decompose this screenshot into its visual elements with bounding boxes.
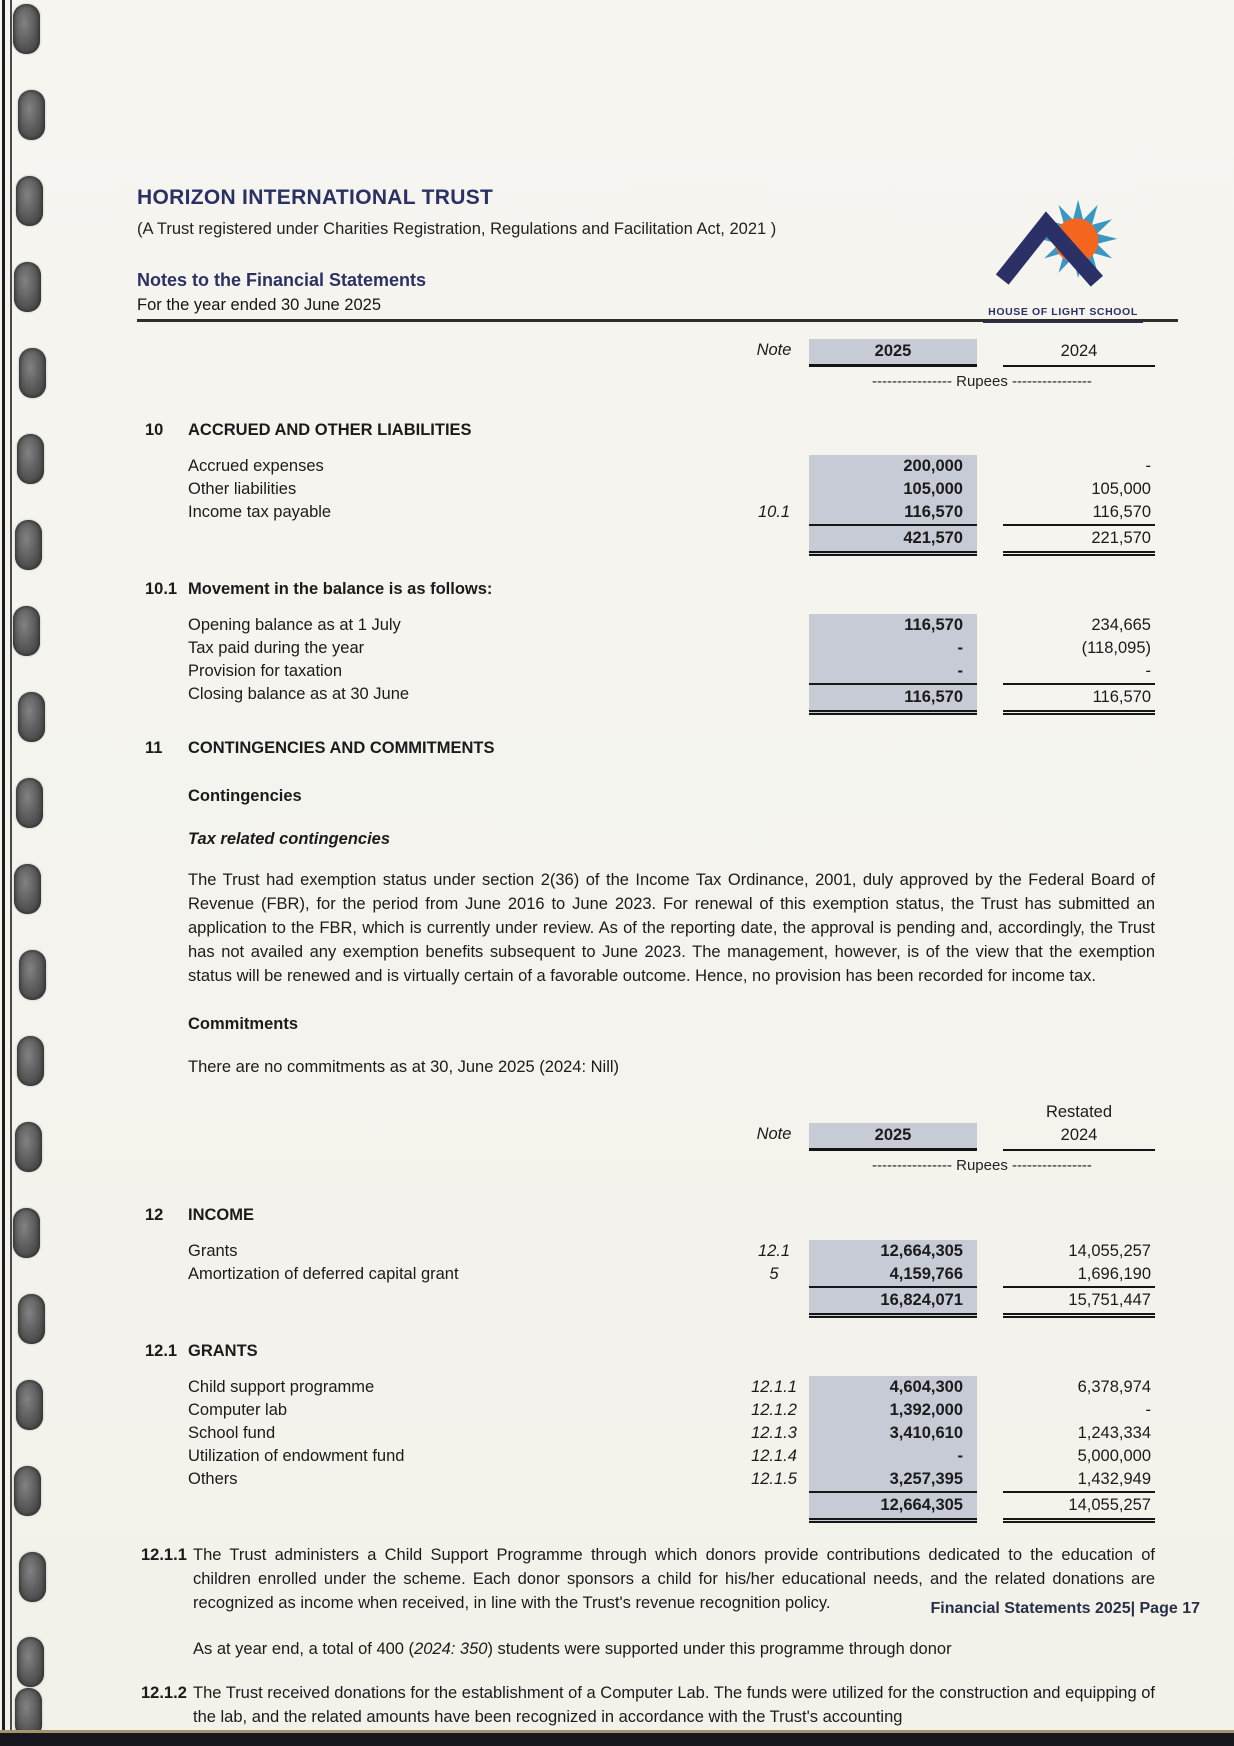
table-total-row bbox=[137, 1286, 1155, 1318]
amount-2024: 1,243,334 bbox=[1077, 1424, 1151, 1442]
binding-hole bbox=[16, 176, 43, 226]
note-ref: 12.1 bbox=[757, 1242, 791, 1260]
year-2024-header: 2024 bbox=[1003, 339, 1155, 367]
row-label: Amortization of deferred capital grant bbox=[188, 1265, 459, 1283]
note-paragraph: The Trust administers a Child Support Programme through which donors provide contributions dedicated to the education of children enrolled under the scheme. Each donor sponsors a child for his/her educational needs, and the related donations are recognized as income when received, in line with the Trust's revenue recognition policy. bbox=[193, 1546, 1155, 1612]
total-2024: 14,055,257 bbox=[1003, 1491, 1155, 1523]
section-title: INCOME bbox=[188, 1206, 254, 1224]
section-12-1-table bbox=[137, 1376, 1155, 1523]
table-row bbox=[137, 1263, 1155, 1286]
section-title: CONTINGENCIES AND COMMITMENTS bbox=[188, 739, 495, 757]
table-row bbox=[137, 478, 1155, 501]
note-ref bbox=[739, 455, 809, 478]
binding-hole bbox=[13, 1208, 40, 1258]
amount-2024: - bbox=[1145, 1401, 1151, 1419]
section-number: 10.1 bbox=[145, 580, 178, 598]
note-column-header: Note bbox=[756, 341, 792, 359]
section-10-1-heading bbox=[137, 578, 1155, 601]
binding-hole bbox=[15, 520, 42, 570]
amount-2025: 12,664,305 bbox=[809, 1240, 977, 1263]
binding-hole bbox=[18, 692, 45, 742]
binding-hole bbox=[14, 1466, 41, 1516]
contingencies-heading: Contingencies bbox=[188, 787, 302, 805]
table-row bbox=[137, 501, 1155, 524]
amount-2025: 116,570 bbox=[809, 614, 977, 637]
section-10-heading bbox=[137, 419, 1155, 442]
amount-2024: - bbox=[1145, 662, 1151, 680]
table-row bbox=[137, 1376, 1155, 1399]
binding-hole bbox=[14, 262, 41, 312]
binding-hole bbox=[16, 778, 43, 828]
section-12-table bbox=[137, 1240, 1155, 1318]
commitments-heading: Commitments bbox=[188, 1015, 299, 1033]
total-2025: 421,570 bbox=[809, 524, 977, 556]
total-2024: 116,570 bbox=[1003, 683, 1155, 715]
total-2025: 116,570 bbox=[809, 683, 977, 715]
followup-prior-year: 2024: 350 bbox=[414, 1640, 488, 1658]
section-title: Movement in the balance is as follows: bbox=[188, 580, 493, 598]
total-2024: 221,570 bbox=[1003, 524, 1155, 556]
binding-hole bbox=[19, 348, 46, 398]
section-title: ACCRUED AND OTHER LIABILITIES bbox=[188, 421, 472, 439]
year-2025-header: 2025 bbox=[809, 1123, 977, 1151]
amount-2024: 1,696,190 bbox=[1077, 1265, 1151, 1283]
table-row bbox=[137, 637, 1155, 660]
header-rule bbox=[137, 319, 1178, 322]
org-title: HORIZON INTERNATIONAL TRUST bbox=[137, 186, 494, 209]
binding-hole bbox=[17, 1637, 44, 1687]
table-row bbox=[137, 1422, 1155, 1445]
section-number: 11 bbox=[145, 739, 163, 757]
section-12-heading bbox=[137, 1204, 1155, 1227]
amount-2025: - bbox=[809, 660, 977, 683]
scan-bottom-edge bbox=[0, 1733, 1234, 1746]
logo-caption: HOUSE OF LIGHT SCHOOL bbox=[983, 306, 1143, 323]
row-label: Opening balance as at 1 July bbox=[188, 616, 401, 634]
note-ref: 12.1.2 bbox=[751, 1401, 797, 1419]
section-number: 12.1 bbox=[145, 1342, 178, 1360]
table-total-row bbox=[137, 524, 1155, 556]
amount-2024: 234,665 bbox=[1091, 616, 1151, 634]
binding-hole bbox=[17, 434, 44, 484]
row-label: Accrued expenses bbox=[188, 457, 324, 475]
org-subtitle: (A Trust registered under Charities Registration, Regulations and Facilitation Act, 2021 ) bbox=[137, 220, 777, 238]
note-paragraph: The Trust received donations for the establishment of a Computer Lab. The funds were utilized for the construction and equipping of the lab, and the related amounts have been recognized in accordance with the Trust's accounting bbox=[193, 1684, 1155, 1726]
section-11-heading bbox=[137, 737, 1155, 760]
section-number: 10 bbox=[145, 421, 164, 439]
year-2024-header: 2024 bbox=[1003, 1123, 1155, 1151]
section-10-1-table bbox=[137, 614, 1155, 715]
amount-2024: 5,000,000 bbox=[1077, 1447, 1151, 1465]
note-number: 12.1.1 bbox=[141, 1546, 187, 1564]
amount-2024: 14,055,257 bbox=[1068, 1242, 1151, 1260]
followup-pre: As at year end, a total of 400 ( bbox=[193, 1640, 415, 1658]
note-ref: 12.1.4 bbox=[751, 1447, 797, 1465]
page-footer: Financial Statements 2025| Page 17 bbox=[930, 1600, 1200, 1617]
row-label: Computer lab bbox=[188, 1401, 288, 1419]
scan-edge-line bbox=[2, 0, 5, 1746]
note-ref: 5 bbox=[769, 1265, 779, 1283]
table-row bbox=[137, 1468, 1155, 1491]
amount-2025: 105,000 bbox=[809, 478, 977, 501]
total-2025: 16,824,071 bbox=[809, 1286, 977, 1318]
binding-hole bbox=[15, 1122, 42, 1172]
row-label: Grants bbox=[188, 1242, 238, 1260]
restated-label: Restated bbox=[1045, 1103, 1113, 1121]
amount-2025: 3,257,395 bbox=[809, 1468, 977, 1491]
binding-hole bbox=[17, 1036, 44, 1086]
binding-hole bbox=[13, 606, 40, 656]
note-ref: 12.1.1 bbox=[751, 1378, 797, 1396]
note-number: 12.1.2 bbox=[141, 1684, 187, 1702]
amount-2025: - bbox=[809, 637, 977, 660]
row-label: Income tax payable bbox=[188, 503, 332, 521]
note-paragraph bbox=[193, 1637, 1155, 1661]
row-label: Closing balance as at 30 June bbox=[188, 685, 410, 703]
amount-2024: 1,432,949 bbox=[1077, 1470, 1151, 1488]
table-row bbox=[137, 614, 1155, 637]
row-label: Provision for taxation bbox=[188, 662, 343, 680]
amount-2025: 3,410,610 bbox=[809, 1422, 977, 1445]
section-title: GRANTS bbox=[188, 1342, 258, 1360]
table1-header bbox=[137, 339, 1155, 367]
binding-hole bbox=[19, 1552, 46, 1602]
total-2025: 12,664,305 bbox=[809, 1491, 977, 1523]
note-column-header: Note bbox=[756, 1125, 792, 1143]
binding-hole bbox=[16, 1380, 43, 1430]
row-label: School fund bbox=[188, 1424, 276, 1442]
row-label: Child support programme bbox=[188, 1378, 375, 1396]
doc-title: Notes to the Financial Statements bbox=[137, 270, 427, 290]
table-total-row bbox=[137, 1491, 1155, 1523]
note-ref: 12.1.5 bbox=[751, 1470, 797, 1488]
note-ref: 12.1.3 bbox=[751, 1424, 797, 1442]
row-label: Other liabilities bbox=[188, 480, 297, 498]
note-ref bbox=[739, 478, 809, 501]
rupees-caption: ---------------- Rupees ---------------- bbox=[872, 1157, 1092, 1174]
note-ref: 10.1 bbox=[757, 503, 791, 521]
tax-contingencies-heading: Tax related contingencies bbox=[188, 830, 391, 848]
note-12-1-2 bbox=[137, 1681, 1155, 1729]
rupees-caption: ---------------- Rupees ---------------- bbox=[872, 373, 1092, 390]
section-number: 12 bbox=[145, 1206, 164, 1224]
amount-2025: 200,000 bbox=[809, 455, 977, 478]
amount-2025: - bbox=[809, 1445, 977, 1468]
binding-hole bbox=[13, 4, 40, 54]
table2-restated-row bbox=[137, 1101, 1155, 1123]
table-row bbox=[137, 1399, 1155, 1422]
followup-post: ) students were supported under this programme through donor bbox=[487, 1640, 952, 1658]
section-12-1-heading bbox=[137, 1340, 1155, 1363]
amount-2025: 1,392,000 bbox=[809, 1399, 977, 1422]
binding-hole bbox=[19, 950, 46, 1000]
table-total-row bbox=[137, 683, 1155, 715]
scan-edge-line-inner bbox=[10, 0, 12, 1746]
row-label: Tax paid during the year bbox=[188, 639, 365, 657]
total-2024: 15,751,447 bbox=[1003, 1286, 1155, 1318]
year-2025-header: 2025 bbox=[809, 339, 977, 367]
rupees-caption-row bbox=[137, 367, 1155, 393]
amount-2025: 4,159,766 bbox=[809, 1263, 977, 1286]
binding-hole bbox=[14, 864, 41, 914]
binding-hole bbox=[18, 90, 45, 140]
amount-2024: 105,000 bbox=[1091, 480, 1151, 498]
section-10-table bbox=[137, 455, 1155, 556]
table-row bbox=[137, 660, 1155, 683]
rupees-caption-row bbox=[137, 1151, 1155, 1177]
amount-2024: - bbox=[1145, 457, 1151, 475]
table-row bbox=[137, 1445, 1155, 1468]
commitments-text: There are no commitments as at 30, June 2025 (2024: Nill) bbox=[188, 1058, 620, 1076]
amount-2025: 4,604,300 bbox=[809, 1376, 977, 1399]
table2-header bbox=[137, 1123, 1155, 1151]
table-row bbox=[137, 455, 1155, 478]
amount-2024: 6,378,974 bbox=[1077, 1378, 1151, 1396]
amount-2024: (118,095) bbox=[1081, 639, 1151, 657]
note-12-1-1-followup bbox=[137, 1637, 1155, 1661]
amount-2024: 116,570 bbox=[1092, 503, 1151, 521]
amount-2025: 116,570 bbox=[809, 501, 977, 524]
doc-period: For the year ended 30 June 2025 bbox=[137, 296, 382, 314]
table-row bbox=[137, 1240, 1155, 1263]
row-label: Utilization of endowment fund bbox=[188, 1447, 405, 1465]
row-label: Others bbox=[188, 1470, 238, 1488]
page-content bbox=[137, 0, 1155, 1729]
tax-contingencies-paragraph: The Trust had exemption status under section 2(36) of the Income Tax Ordinance, 2001, duly approved by the Federal Board of Revenue (FBR), for the period from June 2016 to June 2023. For renewal of this exemption status, the Trust has submitted an application to the FBR, which is currently under review. As of the reporting date, the approval is pending and, accordingly, the Trust has not availed any exemption benefits subsequent to June 2023. The management, however, is of the view that the exemption status will be renewed and is virtually certain of a favorable outcome. Hence, no provision has been recorded for income tax. bbox=[188, 871, 1155, 985]
binding-hole bbox=[18, 1294, 45, 1344]
